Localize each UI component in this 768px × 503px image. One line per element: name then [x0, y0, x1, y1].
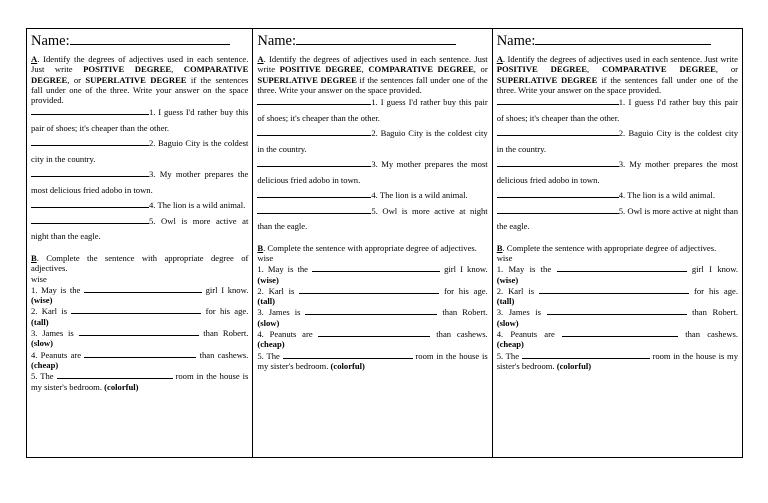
part-a-item: 1. I guess I'd rather buy this pair of shoes; it's cheaper than the other.: [257, 97, 488, 123]
part-b-word: wise: [257, 252, 274, 263]
name-blank[interactable]: [535, 44, 711, 45]
part-a-item: 5. Owl is more active at night than the eagle.: [257, 205, 488, 232]
part-b-item: 4. Peanuts are than cashews. (cheap): [257, 329, 488, 350]
answer-blank[interactable]: [84, 349, 196, 358]
part-a-instructions: A. Identify the degrees of adjectives used in each sentence. Just write POSITIVE DEGREE, COMPARATIVE DEGREE, or SUPERLATIVE DEGREE if the sentences fall under one of the three. Write your answer on the space provided.: [31, 54, 249, 106]
part-b-instructions: B. Complete the sentence with appropriate degree of adjectives.: [257, 242, 477, 253]
name-field: [257, 33, 487, 50]
part-a-item: 5. Owl is more active at night than the eagle.: [496, 205, 738, 232]
part-a-instructions: A. Identify the degrees of adjectives used in each sentence. Just write POSITIVE DEGREE, COMPARATIVE DEGREE, or SUPERLATIVE DEGREE if the sentences fall under one of the three. Write your answer on the space provided.: [257, 54, 488, 95]
part-a-items: [31, 105, 248, 245]
answer-blank[interactable]: [497, 127, 619, 136]
answer-blank[interactable]: [562, 328, 678, 337]
part-b-item: 1. May is the girl I know. (wise): [257, 264, 488, 285]
answer-blank[interactable]: [497, 158, 619, 167]
answer-blank[interactable]: [522, 350, 650, 359]
answer-blank[interactable]: [31, 137, 149, 146]
part-b-item: 2. Karl is for his age. (tall): [31, 306, 249, 327]
part-b-item: 4. Peanuts are than cashews. (cheap): [496, 329, 739, 350]
part-b-item: 4. Peanuts are than cashews. (cheap): [31, 349, 249, 370]
name-label: Name:: [31, 33, 70, 49]
answer-blank[interactable]: [31, 215, 149, 224]
part-b-item: 5. The room in the house is my sister's bedroom. (colorful): [496, 350, 738, 371]
part-a-item: 2. Baguio City is the coldest city in the country.: [31, 138, 249, 164]
worksheet-sheet: [26, 28, 743, 458]
answer-blank[interactable]: [257, 189, 371, 198]
part-a-item: 4. The lion is a wild animal.: [257, 188, 487, 204]
part-a-item: 1. I guess I'd rather buy this pair of shoes; it's cheaper than the other.: [496, 97, 738, 123]
name-field: [497, 33, 738, 50]
part-b-item: 3. James is than Robert. (slow): [257, 307, 488, 328]
answer-blank[interactable]: [31, 168, 149, 177]
part-a-item: 3. My mother prepares the most delicious fried adobo in town.: [496, 159, 738, 185]
part-a-items: [497, 95, 738, 235]
part-a-item: 4. The lion is a wild animal.: [497, 188, 738, 204]
name-blank[interactable]: [296, 44, 456, 45]
part-b-item: 5. The room in the house is my sister's bedroom. (colorful): [257, 350, 488, 371]
answer-blank[interactable]: [283, 350, 413, 359]
part-a-item: 2. Baguio City is the coldest city in the country.: [257, 128, 488, 154]
answer-blank[interactable]: [257, 205, 371, 214]
answer-blank[interactable]: [257, 127, 371, 136]
part-a-item: 3. My mother prepares the most delicious fried adobo in town.: [257, 159, 488, 185]
answer-blank[interactable]: [257, 96, 371, 105]
answer-blank[interactable]: [497, 96, 619, 105]
part-a-instructions: A. Identify the degrees of adjectives used in each sentence. Just write POSITIVE DEGREE, COMPARATIVE DEGREE, or SUPERLATIVE DEGREE if the sentences fall under one of the three. Write your answer on the space provided.: [496, 54, 739, 95]
part-b-item: 2. Karl is for his age. (tall): [257, 285, 488, 307]
worksheet-column-3: [492, 29, 742, 457]
answer-blank[interactable]: [79, 327, 199, 336]
answer-blank[interactable]: [539, 285, 689, 294]
answer-blank[interactable]: [318, 328, 430, 337]
answer-blank[interactable]: [71, 305, 201, 314]
part-b-item: 3. James is than Robert. (slow): [31, 328, 249, 349]
answer-blank[interactable]: [84, 284, 202, 293]
name-label: Name:: [496, 33, 536, 49]
answer-blank[interactable]: [305, 306, 437, 315]
part-b-item: 2. Karl is for his age. (tall): [496, 285, 738, 307]
part-a-items: [257, 95, 487, 235]
part-a-item: 5. Owl is more active at night than the eagle.: [31, 215, 249, 242]
name-label: Name:: [257, 33, 297, 49]
answer-blank[interactable]: [557, 263, 687, 272]
part-b-word: wise: [31, 273, 47, 284]
answer-blank[interactable]: [312, 263, 440, 272]
answer-blank[interactable]: [57, 370, 173, 379]
part-b-instructions: B. Complete the sentence with appropriate degree of adjectives.: [31, 252, 249, 274]
answer-blank[interactable]: [547, 306, 687, 315]
answer-blank[interactable]: [257, 158, 371, 167]
answer-blank[interactable]: [497, 189, 619, 198]
part-b-item: 3. James is than Robert. (slow): [496, 307, 739, 328]
part-a-item: 1. I guess I'd rather buy this pair of shoes; it's cheaper than the other.: [31, 107, 249, 133]
name-blank[interactable]: [70, 44, 230, 45]
part-b-word: wise: [496, 252, 513, 263]
answer-blank[interactable]: [31, 106, 149, 115]
worksheet-column-1: [27, 29, 252, 457]
part-b-item: 5. The room in the house is my sister's bedroom. (colorful): [31, 371, 249, 392]
answer-blank[interactable]: [299, 285, 439, 294]
answer-blank[interactable]: [31, 199, 149, 208]
part-b-instructions: B. Complete the sentence with appropriate degree of adjectives.: [496, 242, 717, 253]
answer-blank[interactable]: [497, 205, 619, 214]
part-a-item: 3. My mother prepares the most delicious fried adobo in town.: [31, 169, 249, 195]
part-b-item: 1. May is the girl I know. (wise): [31, 284, 249, 306]
part-b-item: 1. May is the girl I know. (wise): [496, 264, 739, 285]
name-field: [31, 33, 248, 50]
part-a-item: 4. The lion is a wild animal.: [31, 198, 248, 214]
worksheet-column-2: [252, 29, 491, 457]
part-a-item: 2. Baguio City is the coldest city in the country.: [496, 128, 738, 154]
